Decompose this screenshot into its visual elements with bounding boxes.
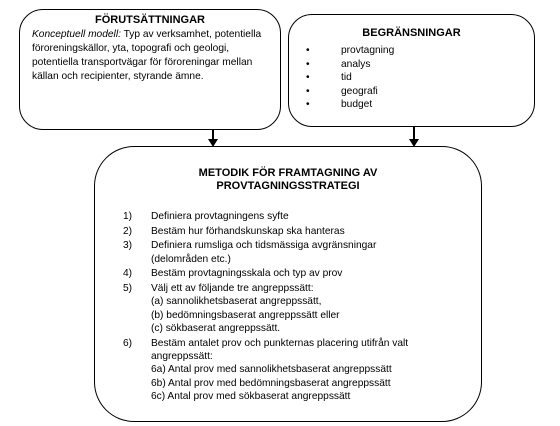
limitation-label: tid: [341, 72, 352, 84]
step-line: 6b) Antal prov med bedömningsbaserat angreppssätt: [151, 377, 391, 389]
step-text: [151, 337, 473, 404]
bullet-icon: •: [306, 99, 310, 111]
assumptions-text: [32, 28, 270, 84]
step-line: (c) sökbaserat angreppssätt.: [151, 323, 281, 334]
step-text: [151, 282, 473, 336]
methodology-step: [123, 267, 473, 280]
bullet-icon: •: [306, 85, 310, 97]
limitation-label: analys: [341, 58, 371, 70]
step-line: Definiera provtagningens syfte: [151, 211, 289, 222]
limitation-label: budget: [341, 99, 373, 111]
step-line: 6a) Antal prov med sannolikhetsbaserat angreppssätt: [151, 364, 392, 376]
step-line: (delområden etc.): [151, 253, 231, 265]
assumptions-box: [19, 9, 281, 130]
step-number: 2): [123, 225, 133, 237]
step-number: 1): [123, 211, 133, 222]
down-arrow-icon: [409, 127, 419, 147]
limitations-title: BEGRÄNSNINGAR: [362, 27, 461, 39]
step-number: 3): [123, 240, 133, 252]
step-text: [151, 267, 473, 280]
step-line: (b) bedömningsbaserat angreppssätt eller: [151, 309, 340, 321]
step-line: (a) sannolikhetsbaserat angreppssätt,: [151, 296, 322, 308]
bullet-icon: •: [306, 72, 310, 84]
assumptions-title: FÖRUTSÄTTNINGAR: [95, 14, 205, 26]
assumptions-lead: Konceptuell modell:: [32, 29, 121, 40]
limitation-label: provtagning: [341, 45, 395, 56]
step-line: Bestäm provtagningsskala och typ av prov: [151, 268, 343, 280]
step-line: Välj ett av följande tre angreppssätt:: [151, 282, 314, 294]
methodology-step: [123, 239, 473, 266]
step-line: 6c) Antal prov med sökbaserat angreppssätt: [151, 391, 351, 403]
bullet-icon: •: [306, 58, 310, 70]
step-line: Bestäm antalet prov och punkternas placering utifrån valt: [151, 337, 409, 349]
methodology-step: [123, 282, 473, 336]
limitations-box: [288, 14, 535, 127]
methodology-steps: [123, 210, 473, 405]
step-number: 6): [123, 337, 133, 349]
methodology-box: [94, 146, 482, 422]
methodology-title: [95, 167, 481, 193]
down-arrow-icon: [208, 130, 218, 147]
methodology-title-line: PROVTAGNINGSSTRATEGI: [216, 180, 360, 192]
methodology-title-line: METODIK FÖR FRAMTAGNING AV: [198, 167, 378, 179]
methodology-step: [123, 210, 473, 223]
step-line: Definiera rumsliga och tidsmässiga avgränsningar: [151, 240, 377, 252]
step-number: 5): [123, 282, 133, 294]
step-line: Bestäm hur förhandskunskap ska hanteras: [151, 225, 345, 237]
step-number: 4): [123, 268, 133, 280]
limitation-label: geografi: [341, 85, 378, 97]
methodology-step: [123, 337, 473, 404]
step-line: angreppssätt:: [151, 351, 213, 362]
bullet-icon: •: [306, 45, 310, 56]
step-text: [151, 210, 473, 223]
step-text: [151, 225, 473, 238]
assumptions-description: Typ av verksamhet, potentiella föroreningskällor, yta, topografi och geologi, potentiella transportvägar för föroreningar mellan källan och recipienter, styrande ämne.: [32, 29, 262, 82]
methodology-step: [123, 225, 473, 238]
step-text: [151, 239, 473, 266]
